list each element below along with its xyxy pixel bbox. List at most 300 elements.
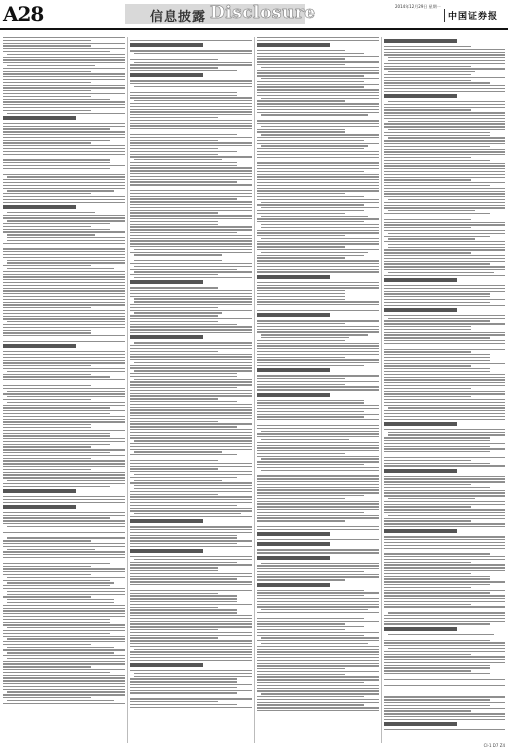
text-line [130, 698, 252, 699]
text-line [257, 112, 379, 113]
text-line [3, 379, 125, 380]
text-line [3, 571, 125, 572]
subheading-line [257, 313, 330, 317]
text-line [130, 315, 218, 316]
text-line [130, 106, 252, 107]
text-line [257, 492, 379, 493]
text-line [257, 86, 364, 87]
text-line [384, 570, 505, 571]
text-line [7, 113, 125, 114]
text-line [384, 188, 505, 189]
text-line [257, 411, 364, 412]
text-line [384, 140, 505, 141]
text-line [384, 699, 490, 700]
text-line [257, 606, 379, 607]
text-line [7, 582, 114, 583]
text-line [7, 652, 114, 653]
text-line [384, 670, 471, 671]
text-line [7, 402, 125, 403]
text-line [3, 265, 91, 266]
text-line [257, 520, 345, 521]
text-line [130, 235, 252, 236]
text-line [384, 443, 505, 444]
text-line [3, 68, 125, 69]
text-line [384, 685, 505, 686]
text-line [257, 618, 364, 619]
text-line [257, 103, 379, 104]
text-line [388, 434, 505, 435]
text-line [3, 104, 125, 105]
text-line [257, 696, 364, 697]
text-line [3, 318, 125, 319]
text-line [384, 337, 490, 338]
text-line [3, 515, 125, 516]
text-line [130, 134, 237, 135]
text-line [257, 92, 379, 93]
text-line [3, 140, 110, 141]
text-line [257, 464, 364, 465]
text-line [3, 330, 91, 331]
text-line [130, 612, 237, 613]
text-line [130, 120, 252, 121]
text-line [3, 199, 125, 200]
text-line [257, 176, 379, 177]
text-line [257, 436, 379, 437]
text-line [3, 675, 125, 676]
text-line [384, 263, 490, 264]
text-line [130, 162, 237, 163]
text-line [384, 296, 490, 297]
text-line [257, 329, 379, 330]
text-line [257, 571, 364, 572]
text-line [257, 53, 364, 54]
text-line [3, 610, 125, 611]
text-line [130, 562, 237, 563]
text-line [384, 601, 505, 602]
text-line [3, 376, 110, 377]
text-line [130, 83, 252, 84]
text-line [134, 298, 252, 299]
text-line [7, 212, 95, 213]
text-line [134, 249, 252, 250]
text-line [130, 326, 252, 327]
text-line [3, 486, 110, 487]
text-line [257, 408, 379, 409]
subheading-line [3, 344, 76, 348]
text-line [257, 190, 379, 191]
text-line [130, 243, 252, 244]
text-line [130, 137, 252, 138]
text-line [388, 121, 505, 122]
text-line [3, 399, 91, 400]
text-line [257, 243, 379, 244]
text-line [130, 310, 252, 311]
text-line [130, 590, 252, 591]
text-line [130, 109, 252, 110]
text-line [257, 365, 364, 366]
text-line [257, 702, 379, 703]
text-line [130, 412, 252, 413]
text-line [7, 480, 125, 481]
text-line [384, 236, 490, 237]
text-line [261, 337, 349, 338]
text-line [384, 399, 505, 400]
text-line [3, 424, 91, 425]
text-line [384, 288, 505, 289]
text-line [257, 495, 364, 496]
text-line [3, 59, 125, 60]
text-line [3, 62, 125, 63]
text-line [3, 96, 91, 97]
text-line [130, 212, 218, 213]
page-number: A28 [3, 2, 44, 26]
text-line [130, 345, 252, 346]
text-line [257, 517, 379, 518]
text-line [7, 190, 114, 191]
text-line [3, 633, 110, 634]
text-line [7, 537, 125, 538]
text-line [384, 656, 505, 657]
text-column-4 [384, 37, 505, 743]
text-line [3, 299, 125, 300]
text-line [130, 221, 218, 222]
text-line [134, 277, 252, 278]
text-line [257, 263, 379, 264]
text-line [3, 444, 110, 445]
text-line [388, 244, 505, 245]
text-line [257, 489, 379, 490]
subheading-line [384, 422, 457, 426]
text-line [384, 163, 505, 164]
text-line [130, 615, 252, 616]
text-line [257, 419, 379, 420]
text-line [3, 686, 125, 687]
text-line [130, 609, 237, 610]
text-line [257, 271, 379, 272]
text-line [3, 90, 91, 91]
text-line [384, 320, 490, 321]
text-line [257, 143, 379, 144]
section-title-en: Disclosure [210, 3, 316, 23]
text-line [384, 80, 471, 81]
text-line [7, 234, 95, 235]
text-line [130, 381, 252, 382]
text-line [3, 588, 125, 589]
text-line [257, 503, 379, 504]
text-line [384, 109, 471, 110]
text-line [3, 357, 125, 358]
text-line [384, 135, 490, 136]
text-line [130, 321, 218, 322]
text-line [3, 365, 91, 366]
text-line [257, 40, 379, 41]
text-line [257, 351, 379, 352]
text-line [130, 435, 252, 436]
text-line [384, 679, 505, 680]
text-line [257, 171, 364, 172]
text-line [134, 362, 252, 363]
text-line [384, 191, 505, 192]
text-line [257, 447, 379, 448]
text-line [3, 279, 125, 280]
text-line [384, 481, 505, 482]
text-line [134, 266, 252, 267]
text-line [3, 605, 125, 606]
text-line [384, 374, 505, 375]
text-line [257, 576, 379, 577]
text-line [3, 142, 91, 143]
text-line [384, 553, 490, 554]
text-line [3, 441, 125, 442]
text-line [134, 370, 252, 371]
text-line [130, 684, 252, 685]
text-line [3, 99, 110, 100]
text-line [3, 694, 125, 695]
text-line [257, 453, 345, 454]
text-line [130, 238, 252, 239]
text-line [3, 341, 125, 342]
text-line [3, 285, 125, 286]
text-line [3, 282, 125, 283]
text-line [130, 128, 252, 129]
text-line [257, 699, 379, 700]
text-line [257, 213, 345, 214]
text-line [257, 552, 379, 553]
text-line [3, 351, 125, 352]
text-line [3, 419, 125, 420]
text-line [130, 704, 237, 705]
text-line [130, 95, 237, 96]
text-line [130, 318, 252, 319]
text-line [130, 184, 252, 185]
text-line [257, 72, 379, 73]
text-line [3, 393, 125, 394]
text-line [384, 363, 505, 364]
text-line [3, 151, 125, 152]
text-line [257, 255, 364, 256]
text-line [3, 374, 91, 375]
text-line [388, 498, 475, 499]
text-line [7, 647, 114, 648]
subheading-line [384, 278, 457, 282]
column-divider [381, 37, 382, 743]
text-line [7, 237, 125, 238]
text-line [3, 689, 125, 690]
subheading-line [257, 542, 330, 546]
text-line [3, 669, 125, 670]
text-line [257, 590, 364, 591]
text-line [257, 529, 379, 530]
subheading-line [3, 489, 76, 493]
text-line [257, 598, 379, 599]
text-line [384, 302, 490, 303]
text-line [257, 688, 379, 689]
text-line [257, 445, 379, 446]
text-line [3, 421, 125, 422]
text-line [388, 60, 505, 61]
text-line [130, 407, 252, 408]
text-line [3, 87, 125, 88]
text-line [3, 126, 125, 127]
text-line [257, 574, 379, 575]
text-line [257, 400, 364, 401]
text-line [130, 681, 237, 682]
text-line [257, 260, 379, 261]
text-line [384, 241, 505, 242]
text-line [130, 505, 237, 506]
text-line [134, 488, 252, 489]
text-line [3, 557, 125, 558]
text-line [384, 266, 505, 267]
text-line [3, 427, 91, 428]
text-line [257, 402, 364, 403]
text-line [384, 315, 505, 316]
text-line [3, 641, 125, 642]
text-line [3, 110, 91, 111]
text-line [3, 407, 110, 408]
text-line [3, 543, 125, 544]
text-line [130, 576, 252, 577]
footer-page-mark: CI-1 D7 Z4 [483, 743, 505, 748]
text-line [130, 516, 252, 517]
text-line [130, 173, 252, 174]
subheading-line [257, 532, 330, 536]
text-line [134, 451, 222, 452]
text-line [257, 168, 379, 169]
text-line [257, 668, 345, 669]
column-divider [254, 37, 255, 743]
text-line [130, 287, 218, 288]
text-line [130, 196, 252, 197]
text-line [384, 365, 471, 366]
text-line [257, 151, 379, 152]
text-line [130, 578, 237, 579]
text-line [257, 123, 379, 124]
text-line [384, 261, 505, 262]
text-line [384, 224, 505, 225]
text-line [130, 198, 237, 199]
text-line [257, 487, 379, 488]
text-line [384, 360, 490, 361]
text-line [257, 95, 379, 96]
text-line [3, 520, 125, 521]
text-line [384, 230, 505, 231]
text-line [384, 326, 471, 327]
text-line [257, 568, 379, 569]
text-line [257, 174, 379, 175]
text-line [3, 251, 125, 252]
text-line [3, 649, 125, 650]
text-line [134, 513, 241, 514]
text-line [384, 179, 471, 180]
text-line [130, 252, 252, 253]
text-line [257, 50, 345, 51]
text-line [3, 619, 110, 620]
text-line [130, 226, 252, 227]
text-line [257, 188, 379, 189]
text-line [384, 673, 490, 674]
text-line [384, 598, 505, 599]
text-line [384, 604, 471, 605]
text-line [257, 635, 364, 636]
text-line [3, 477, 125, 478]
text-line [130, 263, 252, 264]
text-line [384, 564, 505, 565]
text-line [384, 518, 505, 519]
text-line [388, 57, 505, 58]
text-line [384, 391, 505, 392]
text-line [384, 520, 471, 521]
text-line [257, 621, 379, 622]
text-line [261, 637, 379, 638]
text-line [3, 466, 125, 467]
text-line [384, 578, 490, 579]
text-line [3, 274, 125, 275]
text-line [130, 573, 252, 574]
text-line [3, 290, 125, 291]
text-line [130, 290, 252, 291]
subheading-line [257, 393, 330, 397]
text-line [384, 185, 490, 186]
text-line [130, 229, 252, 230]
text-line [130, 499, 252, 500]
subheading-line [130, 43, 203, 47]
text-line [257, 640, 379, 641]
text-line [384, 52, 505, 53]
text-line [384, 490, 505, 491]
text-line [7, 691, 125, 692]
text-line [3, 37, 125, 38]
text-line [384, 662, 505, 663]
text-line [384, 729, 505, 730]
text-line [134, 312, 222, 313]
text-line [7, 260, 125, 261]
text-line [130, 304, 252, 305]
subheading-line [384, 469, 457, 473]
text-line [130, 409, 252, 410]
text-line [3, 202, 125, 203]
text-line [3, 697, 91, 698]
text-line [384, 536, 505, 537]
text-line [384, 562, 471, 563]
text-line [384, 654, 471, 655]
text-line [384, 719, 505, 720]
text-line [7, 700, 114, 701]
text-line [384, 382, 505, 383]
text-line [384, 710, 471, 711]
text-line [3, 271, 125, 272]
text-line [384, 222, 505, 223]
text-line [3, 257, 125, 258]
text-line [384, 576, 490, 577]
text-line [384, 91, 505, 92]
text-line [3, 546, 125, 547]
text-line [384, 269, 505, 270]
text-line [257, 218, 379, 219]
text-line [130, 64, 252, 65]
text-line [261, 126, 379, 127]
subheading-line [130, 73, 203, 77]
text-line [384, 651, 505, 652]
text-line [384, 85, 505, 86]
text-line [257, 301, 379, 302]
text-line [384, 446, 490, 447]
text-line [384, 118, 505, 119]
text-line [130, 387, 237, 388]
text-line [130, 491, 252, 492]
text-line [257, 378, 345, 379]
text-line [384, 457, 505, 458]
